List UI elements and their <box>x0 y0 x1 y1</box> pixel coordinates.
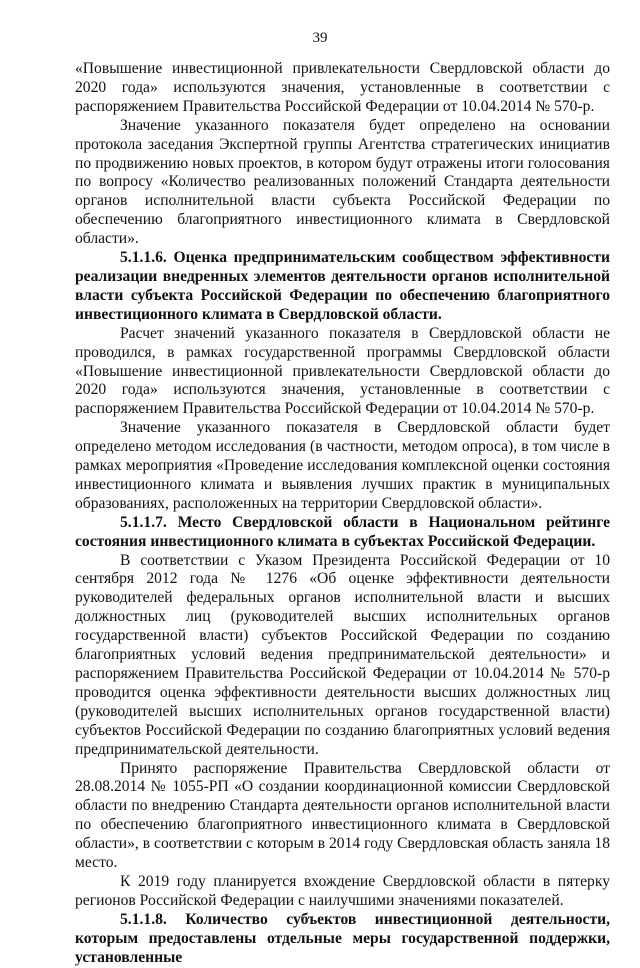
section-heading <box>75 514 610 552</box>
paragraph: Значение указанного показателя будет определено на основании протокола заседания Экспертной группы Агентства стратегических инициатив по продвижению новых проектов, в котором будут отражены итоги голосования по вопросу «Количество реализованных положений Стандарта деятельности органов исполнительной власти субъекта Российской Федерации по обеспечению благоприятного инвестиционного климата в Свердловской области». <box>75 116 610 248</box>
section-number: 5.1.1.7. <box>120 513 178 531</box>
document-body <box>75 60 610 968</box>
page-number: 39 <box>312 30 328 46</box>
paragraph-continuation: «Повышение инвестиционной привлекательности Свердловской области до 2020 года» используются значения, установленные в соответствии с распоряжением Правительства Российской Федерации от 10.04.2014 № 570-р. <box>75 60 610 115</box>
paragraph: Расчет значений указанного показателя в Свердловской области не проводился, в рамках государственной программы Свердловской области «Повышение инвестиционной привлекательности Свердловской области до 2020 года» используются значения, установленные в соответствии с распоряжением Правительства Российской Федерации от 10.04.2014 № 570-р. <box>75 324 610 418</box>
section-number: 5.1.1.6. <box>120 249 174 267</box>
section-heading <box>75 249 610 325</box>
paragraph: К 2019 году планируется вхождение Свердловской области в пятерку регионов Российской Федерации с наилучшими значениями показателей. <box>75 872 610 909</box>
paragraph: Значение указанного показателя в Свердловской области будет определено методом исследования (в частности, методом опроса), в том числе в рамках мероприятия «Проведение исследования комплексной оценки состояния инвестиционного климата и выявления лучших практик в муниципальных образованиях, расположенных на территории Свердловской области». <box>75 419 610 512</box>
paragraph: Принято распоряжение Правительства Свердловской области от 28.08.2014 № 1055-РП «О создании координационной комиссии Свердловской области по внедрению Стандарта деятельности органов исполнительной власти по обеспечению благоприятного инвестиционного климата в Свердловской области», в соответствии с которым в 2014 году Свердловская область заняла 18 место. <box>75 759 610 872</box>
paragraph: В соответствии с Указом Президента Российской Федерации от 10 сентября 2012 года № 1276 «Об оценке эффективности деятельности руководителей федеральных органов исполнительной власти и высших должностных лиц (руководителей высших исполнительных органов государственной власти) субъектов Российской Федерации по созданию благоприятных условий ведения предпринимательской деятельности» и распоряжением Правительства Российской Федерации от 10.04.2014 № 570-р проводится оценка эффективности деятельности высших должностных лиц (руководителей высших исполнительных органов государственной власти) субъектов Российской Федерации по созданию благоприятных условий ведения предпринимательской деятельности. <box>75 551 610 758</box>
section-heading <box>75 911 610 968</box>
section-title: Оценка предпринимательским сообществом эффективности реализации внедренных элементов деятельности органов исполнительной власти субъекта Российской Федерации по обеспечению благоприятного инвестиционного климата в Свердловской области. <box>75 249 610 323</box>
section-number: 5.1.1.8. <box>120 910 186 928</box>
section-title: Место Свердловской области в Национальном рейтинге состояния инвестиционного климата в субъектах Российской Федерации. <box>75 513 610 550</box>
section-title: Количество субъектов инвестиционной деятельности, которым предоставлены отдельные меры государственной поддержки, установленные <box>75 910 610 966</box>
